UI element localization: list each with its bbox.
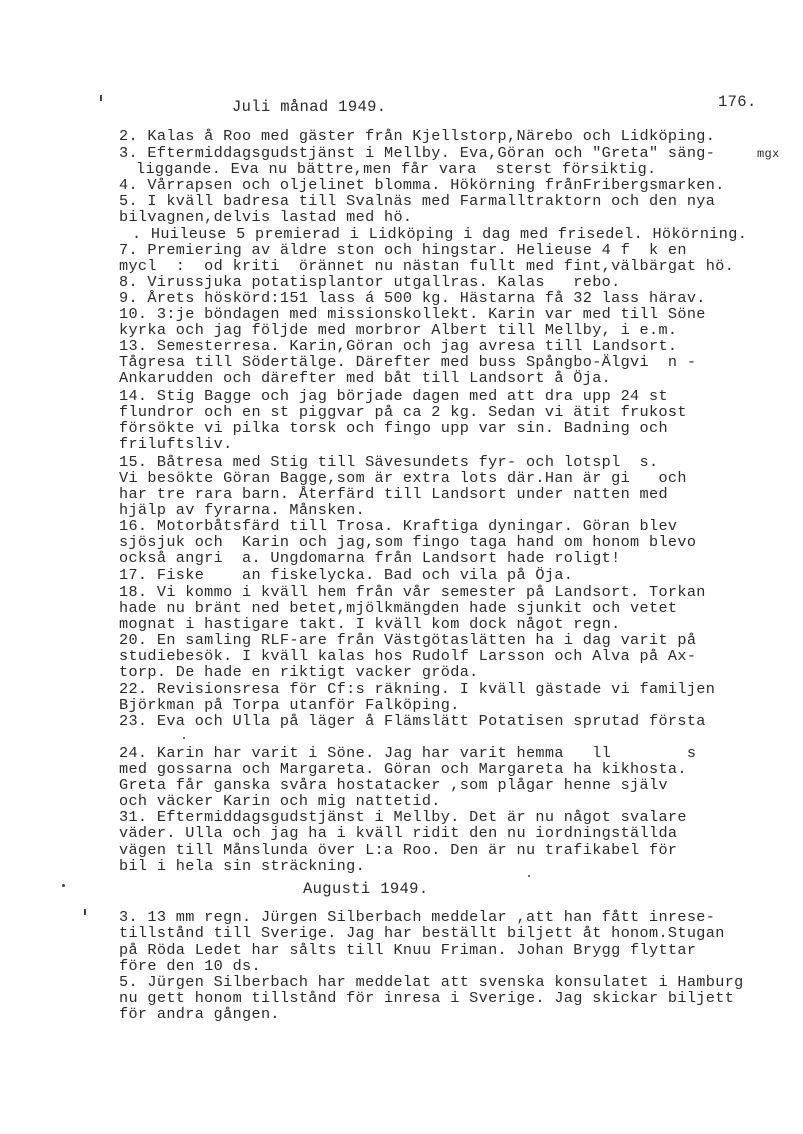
entry-line: 13. Semesterresa. Karin,Göran och jag avresa till Landsort. — [119, 337, 678, 355]
entry-line: 20. En samling RLF-are från Västgötaslätten ha i dag varit på — [119, 631, 697, 649]
entry-line: och väcker Karin och mig nattetid. — [119, 792, 441, 810]
entry-line: vägen till Månslunda över L:a Roo. Den är nu trafikabel för — [119, 841, 678, 859]
entry-line: torp. De hade en riktigt vacker gröda. — [119, 663, 479, 681]
margin-note: mgx — [757, 147, 780, 161]
scan-speck — [100, 95, 102, 101]
entry-line: Tågresa till Södertälge. Därefter med buss Spångbo-Älgvi n - — [119, 353, 697, 371]
entry-line: bilvagnen,delvis lastad med hö. — [119, 208, 413, 226]
entry-line: 7. Premiering av äldre ston och hingstar. Helieuse 4 f k en — [119, 241, 687, 259]
entry-line: 5. I kväll badresa till Svalnäs med Farmalltraktorn och den nya — [119, 192, 716, 210]
entry-line: försökte vi pilka torsk och fingo upp var sin. Badning och — [119, 419, 668, 437]
entry-line: 3. 13 mm regn. Jürgen Silberbach meddelar ,att han fått inrese- — [119, 908, 716, 926]
entry-line: bil i hela sin sträckning. — [119, 857, 366, 875]
heading-august: Augusti 1949. — [303, 880, 429, 898]
entry-line: också angri a. Ungdomarna från Landsort hade roligt! — [119, 549, 621, 567]
scan-speck — [62, 884, 65, 887]
entry-line: 4. Vårrapsen och oljelinet blomma. Hökörning frånFribergsmarken. — [119, 176, 725, 194]
heading-july: Juli månad 1949. — [232, 98, 387, 116]
entry-line: 9. Årets höskörd:151 lass á 500 kg. Hästarna få 32 lass härav. — [119, 289, 706, 307]
entry-line: nu gett honom tillstånd för inresa i Sverige. Jag skickar biljett — [119, 989, 735, 1007]
entry-line: 18. Vi kommo i kväll hem från vår semester på Landsort. Torkan — [119, 583, 706, 601]
entry-line: 31. Eftermiddagsgudstjänst i Mellby. Det är nu något svalare — [119, 808, 687, 826]
entry-line: med gossarna och Margareta. Göran och Margareta ha kikhosta. — [119, 760, 687, 778]
entry-line: kyrka och jag följde med morbror Albert till Mellby, i e.m. — [119, 321, 678, 339]
entry-line: tillstånd till Sverige. Jag har beställt biljett åt honom.Stugan — [119, 924, 725, 942]
scan-speck — [84, 909, 86, 915]
entry-line: 5. Jürgen Silberbach har meddelat att svenska konsulatet i Hamburg — [119, 973, 744, 991]
entry-line: 14. Stig Bagge och jag började dagen med att dra upp 24 st — [119, 387, 668, 405]
entry-line: mognat i hastigare takt. I kväll kom dock något regn. — [119, 615, 621, 633]
entry-line: Björkman på Torpa utanför Falköping. — [119, 696, 460, 714]
entry-line: för andra gången. — [119, 1005, 280, 1023]
entry-line: Greta får ganska svåra hostatacker ,som plågar henne själv — [119, 776, 668, 794]
entry-line: har tre rara barn. Återfärd till Landsort under natten med — [119, 485, 668, 503]
entry-line: 3. Eftermiddagsgudstjänst i Mellby. Eva,Göran och "Greta" säng- — [119, 144, 716, 162]
entry-line: före den 10 ds. — [119, 957, 261, 975]
entry-line: på Röda Ledet har sålts till Knuu Friman. Johan Brygg flyttar — [119, 941, 697, 959]
entry-line: Vi besökte Göran Bagge,som är extra lots där.Han är gi och — [119, 469, 687, 487]
entry-line: mycl : od kriti örännet nu nästan fullt med fint,välbärgat hö. — [119, 257, 735, 275]
page-number: 176. — [718, 93, 757, 111]
entry-line: 15. Båtresa med Stig till Sävesundets fyr- och lotspl s. — [119, 453, 659, 471]
entry-line: 8. Virussjuka potatisplantor utgallras. Kalas rebo. — [119, 273, 621, 291]
entry-line: 16. Motorbåtsfärd till Trosa. Kraftiga dyningar. Göran blev — [119, 517, 678, 535]
scan-speck — [528, 875, 530, 877]
entry-line: studiebesök. I kväll kalas hos Rudolf Larsson och Alva på Ax- — [119, 647, 697, 665]
entry-line: sjösjuk och Karin och jag,som fingo taga hand om honom blevo — [119, 533, 697, 551]
entry-line: 17. Fiske an fiskelycka. Bad och vila på Öja. — [119, 566, 574, 584]
entry-line: . Huileuse 5 premierad i Lidköping i dag med frisedel. Hökörning. — [132, 225, 748, 243]
scan-speck — [183, 737, 185, 739]
entry-line: väder. Ulla och jag ha i kväll ridit den nu iordningställda — [119, 824, 678, 842]
entry-line: 2. Kalas å Roo med gäster från Kjellstorp,Närebo och Lidköping. — [119, 127, 716, 145]
entry-line: 10. 3:je böndagen med missionskollekt. Karin var med till Söne — [119, 305, 706, 323]
entry-line: hade nu bränt ned betet,mjölkmängden hade sjunkit och vetet — [119, 599, 678, 617]
entry-line: 24. Karin har varit i Söne. Jag har varit hemma ll s — [119, 744, 697, 762]
entry-line: friluftsliv. — [119, 435, 233, 453]
entry-line: liggande. Eva nu bättre,men får vara sterst försiktig. — [136, 160, 657, 178]
entry-line: 23. Eva och Ulla på läger å Flämslätt Potatisen sprutad första — [119, 712, 706, 730]
entry-line: 22. Revisionsresa för Cf:s räkning. I kväll gästade vi familjen — [119, 680, 716, 698]
entry-line: flundror och en st piggvar på ca 2 kg. Sedan vi ätit frukost — [119, 403, 687, 421]
entry-line: Ankarudden och därefter med båt till Landsort å Öja. — [119, 369, 612, 387]
entry-line: hjälp av fyrarna. Månsken. — [119, 501, 366, 519]
